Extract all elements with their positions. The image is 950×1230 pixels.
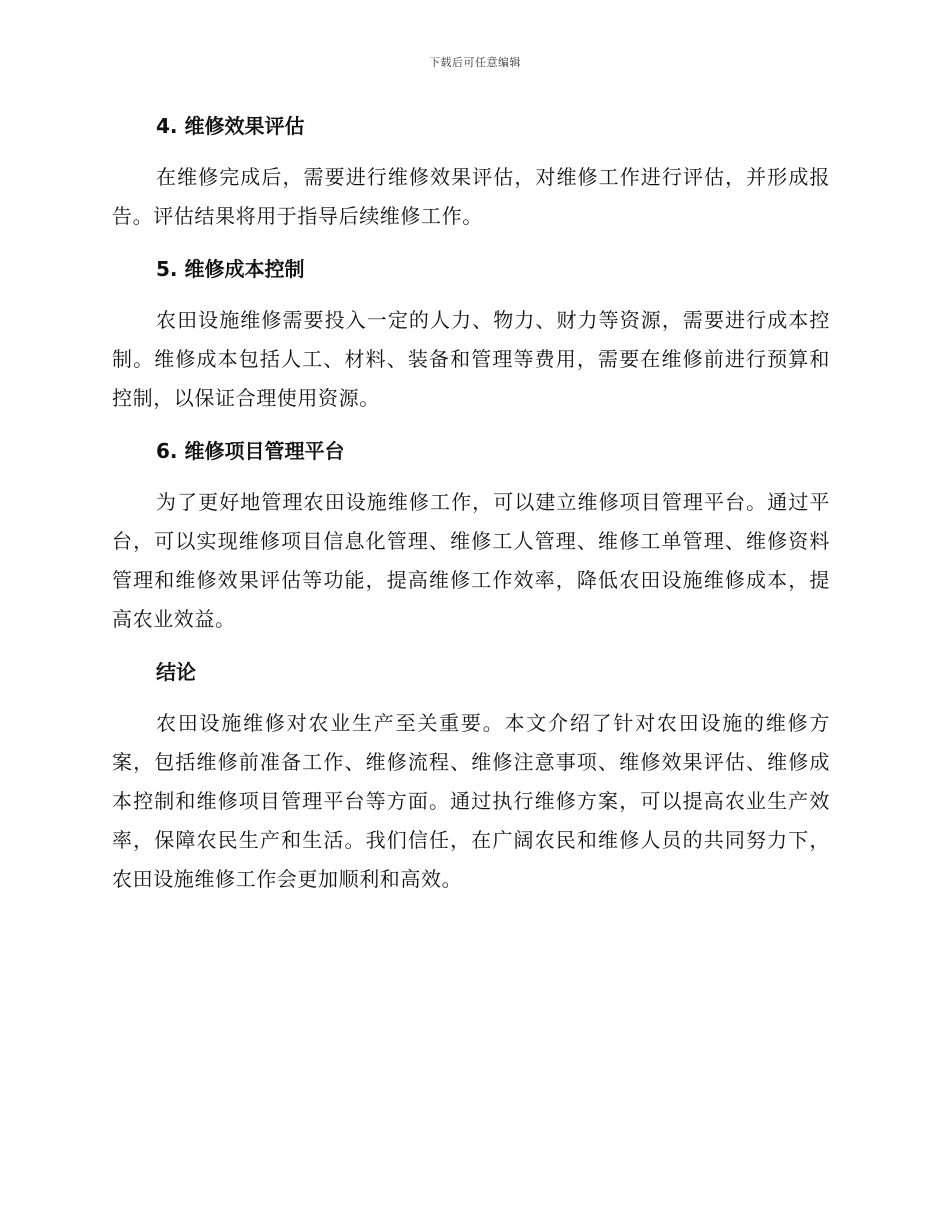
section-cost-control [112, 251, 830, 418]
section-management-platform [112, 433, 830, 639]
section-paragraph: 农田设施维修对农业生产至关重要。本文介绍了针对农田设施的维修方案，包括维修前准备工作、维修流程、维修注意事项、维修效果评估、维修成本控制和维修项目管理平台等方面。通过执行维修方案，可以提高农业生产效率，保障农民生产和生活。我们信任，在广阔农民和维修人员的共同努力下，农田设施维修工作会更加顺利和高效。 [112, 711, 830, 891]
section-paragraph: 在维修完成后，需要进行维修效果评估，对维修工作进行评估，并形成报告。评估结果将用于指导后续维修工作。 [112, 165, 830, 228]
section-heading: 结论 [156, 660, 196, 684]
page-header: 下载后可任意编辑 [429, 56, 521, 69]
section-conclusion [112, 654, 830, 899]
document-body [112, 108, 830, 914]
section-heading: 5. 维修成本控制 [156, 257, 305, 281]
section-paragraph: 农田设施维修需要投入一定的人力、物力、财力等资源，需要进行成本控制。维修成本包括人工、材料、装备和管理等费用，需要在维修前进行预算和控制，以保证合理使用资源。 [112, 308, 830, 410]
section-heading: 4. 维修效果评估 [156, 114, 305, 138]
section-repair-evaluation [112, 108, 830, 236]
section-paragraph: 为了更好地管理农田设施维修工作，可以建立维修项目管理平台。通过平台，可以实现维修项目信息化管理、维修工人管理、维修工单管理、维修资料管理和维修效果评估等功能，提高维修工作效率，降低农田设施维修成本，提高农业效益。 [112, 490, 830, 631]
section-heading: 6. 维修项目管理平台 [156, 439, 345, 463]
